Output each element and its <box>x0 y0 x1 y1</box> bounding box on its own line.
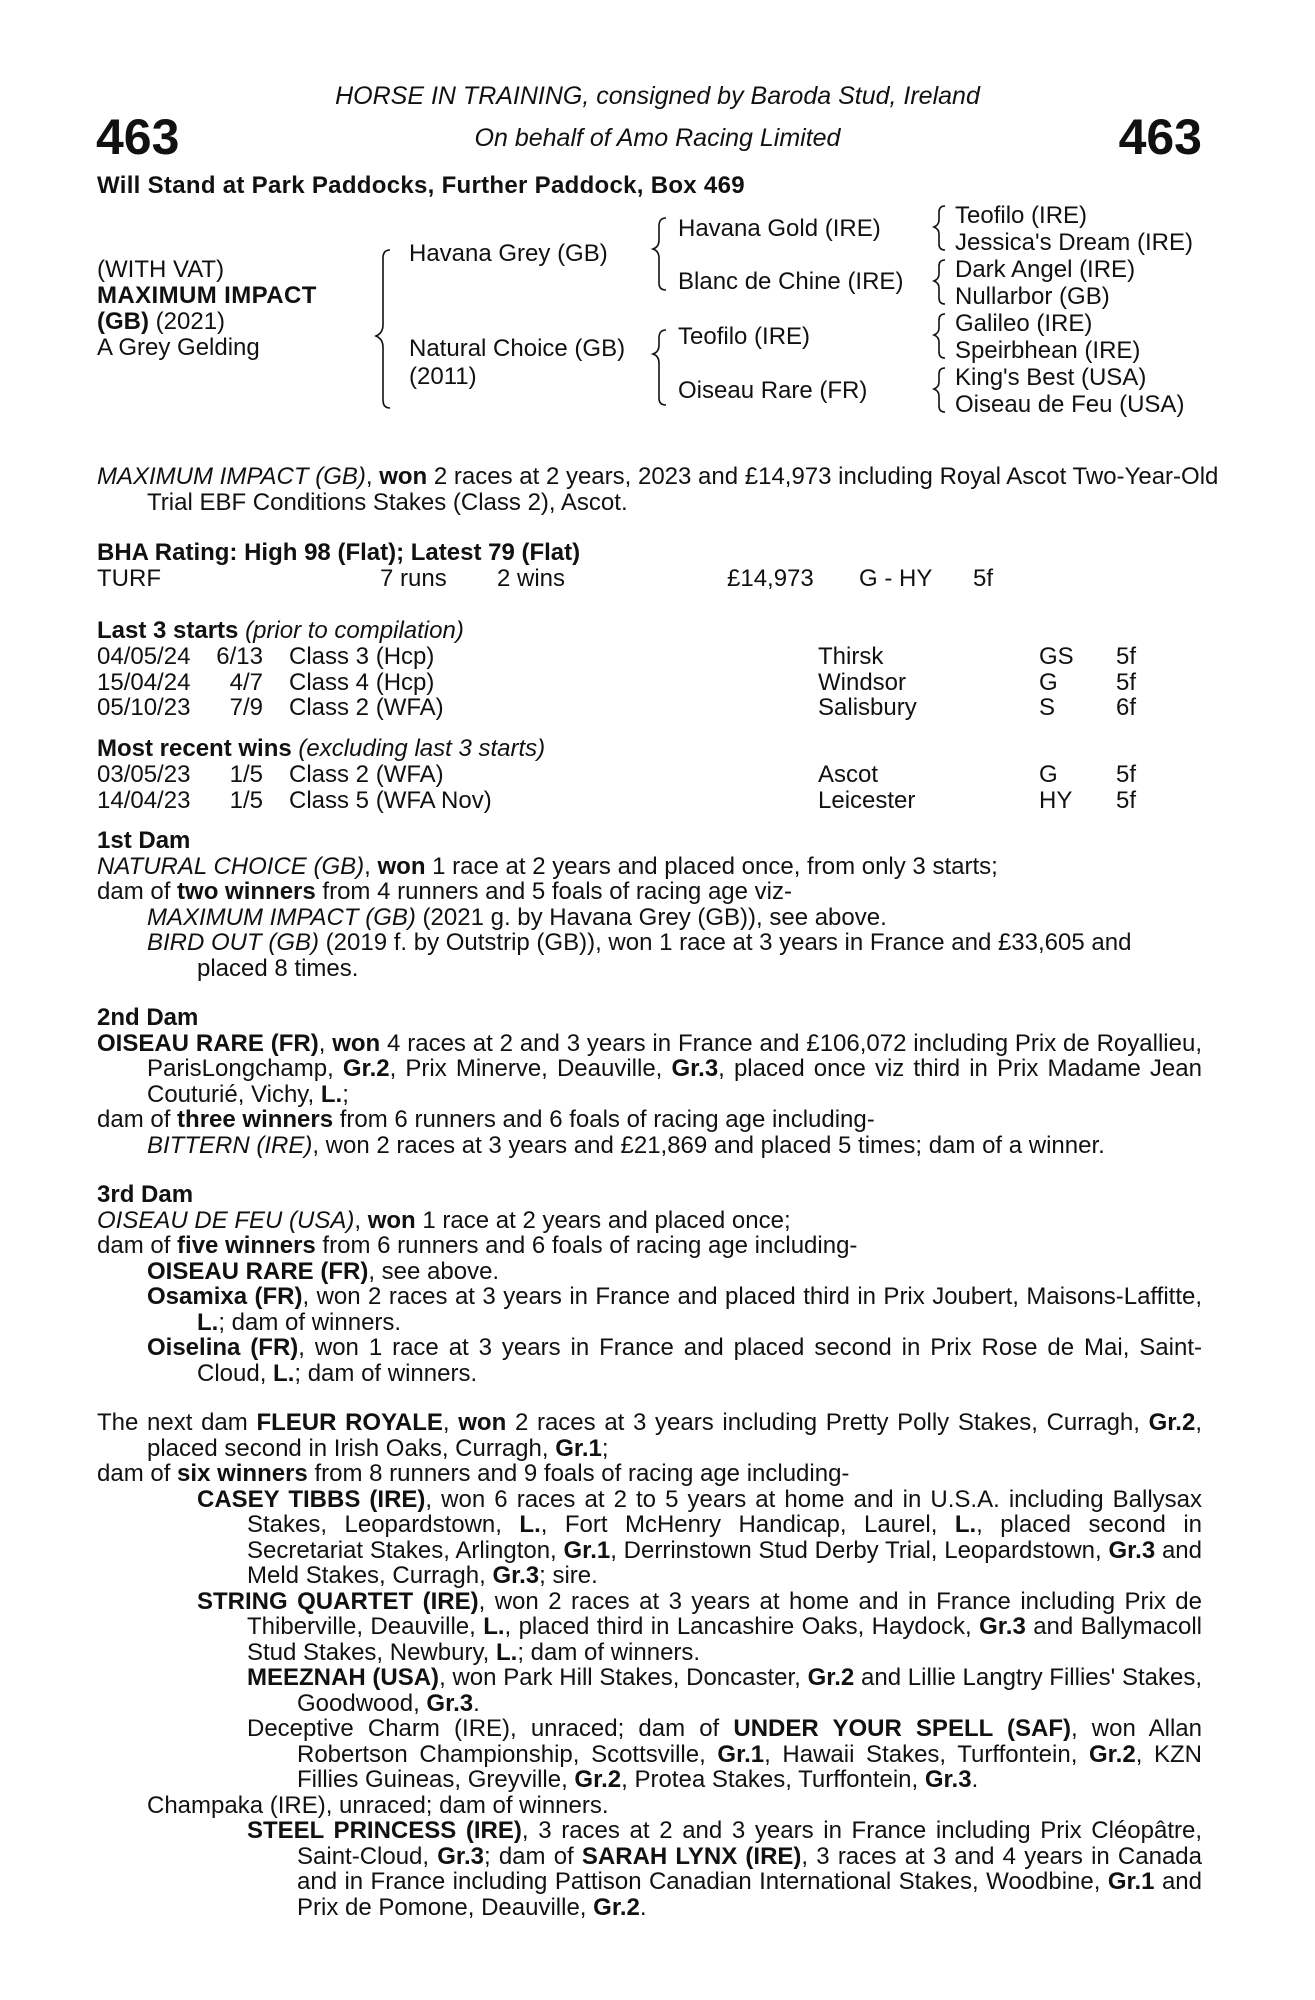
dam1-produce: dam of two winners from 4 runners and 5 foals of racing age viz- <box>97 878 792 905</box>
pedigree-g5: Galileo (IRE) <box>955 310 1093 337</box>
pedigree-dam-year: (2011) <box>409 363 477 390</box>
dam1-section <box>97 828 1202 981</box>
dam3-progeny-1: OISEAU RARE (FR), see above. <box>147 1257 500 1285</box>
cell-cls: Class 5 (WFA Nov) <box>289 786 492 814</box>
vat-note: (WITH VAT) <box>97 256 225 283</box>
next-dam-record: The next dam FLEUR ROYALE, won 2 races at 3 years including Pretty Polly Stakes, Curragh, Gr.2, placed second in Irish Oaks, Curragh, Gr.1; <box>97 1409 1202 1462</box>
pedigree-g6: Speirbhean (IRE) <box>955 337 1141 364</box>
cell-pos: 1/5 <box>229 786 263 814</box>
owner-line: On behalf of Amo Racing Limited <box>474 124 841 152</box>
cell-going: HY <box>1039 786 1073 814</box>
cell-pos: 6/13 <box>216 643 263 670</box>
cell-dist: 5f <box>1116 786 1137 814</box>
last3-row <box>0 669 1315 695</box>
dam3-section <box>97 1182 1202 1386</box>
cell-cls: Class 3 (Hcp) <box>289 643 435 670</box>
pedigree-g3: Dark Angel (IRE) <box>955 256 1136 283</box>
pedigree-dam: Natural Choice (GB) <box>409 335 626 362</box>
dam2-produce: dam of three winners from 6 runners and 6 foals of racing age including- <box>97 1106 875 1133</box>
recent-win-row <box>0 787 1315 813</box>
cell-date: 04/05/24 <box>97 643 191 670</box>
pedigree-sire-dam: Blanc de Chine (IRE) <box>678 268 904 295</box>
bracket-dam-line <box>653 330 666 405</box>
progeny-meeznah: MEEZNAH (USA), won Park Hill Stakes, Doncaster, Gr.2 and Lillie Langtry Fillies' Stakes, Goodwood, Gr.3. <box>247 1664 1202 1717</box>
cell-going: G <box>1039 761 1058 788</box>
dam1-title: 1st Dam <box>97 827 191 854</box>
pedigree-sire: Havana Grey (GB) <box>409 240 608 267</box>
bha-rating: BHA Rating: High 98 (Flat); Latest 79 (Flat) <box>97 539 581 566</box>
dam1-record: NATURAL CHOICE (GB), won 1 race at 2 years and placed once, from only 3 starts; <box>97 852 998 880</box>
turf-distance: 5f <box>973 565 994 592</box>
pedigree-brackets <box>0 0 1315 430</box>
cell-going: S <box>1039 694 1056 721</box>
cell-course: Ascot <box>818 761 879 788</box>
dam3-produce: dam of five winners from 6 runners and 6 foals of racing age including- <box>97 1232 858 1259</box>
cell-course: Thirsk <box>818 643 884 670</box>
dam2-progeny-1: BITTERN (IRE), won 2 races at 3 years and £21,869 and placed 5 times; dam of a winner. <box>147 1131 1105 1159</box>
dam2-record: OISEAU RARE (FR), won 4 races at 2 and 3 years in France and £106,072 including Prix de Royallieu, ParisLongchamp, Gr.2, Prix Minerve, Deauville, Gr.3, placed once viz third in Prix Madame Jean Couturié, Vichy, L.; <box>97 1029 1202 1108</box>
last3-heading: Last 3 starts (prior to compilation) <box>97 617 464 644</box>
turf-surface: TURF <box>97 565 161 592</box>
next-dam-section <box>97 1410 1202 1920</box>
dam3-progeny-2: Osamixa (FR), won 2 races at 3 years in France and placed third in Prix Joubert, Maisons-Laffitte, L.; dam of winners. <box>147 1283 1202 1336</box>
last3-row <box>0 643 1315 669</box>
progeny-deceptive-charm: Deceptive Charm (IRE), unraced; dam of UNDER YOUR SPELL (SAF), won Allan Robertson Championship, Scottsville, Gr.1, Hawaii Stakes, Turffontein, Gr.2, KZN Fillies Guineas, Greyville, Gr.2, Protea Stakes, Turffontein, Gr.3. <box>247 1715 1203 1793</box>
pedigree-g4: Nullarbor (GB) <box>955 283 1110 310</box>
turf-going: G - HY <box>859 565 933 592</box>
last3-row <box>0 694 1315 720</box>
cell-dist: 5f <box>1116 668 1137 696</box>
cell-pos: 1/5 <box>229 761 263 788</box>
turf-record <box>0 565 1315 591</box>
cell-course: Leicester <box>818 786 916 814</box>
dam1-progeny-2: BIRD OUT (GB) (2019 f. by Outstrip (GB)), won 1 race at 3 years in France and £33,605 and placed 8 times. <box>147 929 1132 982</box>
bracket-sire-line <box>653 218 666 290</box>
pedigree-sire-sire: Havana Gold (IRE) <box>678 215 881 242</box>
bracket-g56 <box>934 314 945 358</box>
next-dam-produce: dam of six winners from 8 runners and 9 foals of racing age including- <box>97 1460 850 1487</box>
cell-dist: 5f <box>1116 761 1137 788</box>
progeny-casey-tibbs: CASEY TIBBS (IRE), won 6 races at 2 to 5 years at home and in U.S.A. including Ballysax Stakes, Leopardstown, L., Fort McHenry Handicap, Laurel, L., placed second in Secretariat Stakes, Arlington, Gr.1, Derrinstown Stud Derby Trial, Leopardstown, Gr.3 and Meld Stakes, Curragh, Gr.3; sire. <box>197 1485 1203 1589</box>
progeny-string-quartet: STRING QUARTET (IRE), won 2 races at 3 years at home and in France including Prix de Thiberville, Deauville, L., placed third in Lancashire Oaks, Haydock, Gr.3 and Ballymacoll Stud Stakes, Newbury, L.; dam of winners. <box>197 1587 1203 1666</box>
cell-cls: Class 2 (WFA) <box>289 694 444 721</box>
pedigree-g2: Jessica's Dream (IRE) <box>955 229 1193 256</box>
cell-pos: 7/9 <box>229 694 263 721</box>
turf-prize: £14,973 <box>727 565 814 592</box>
progeny-steel-princess: STEEL PRINCESS (IRE), 3 races at 2 and 3 years in France including Prix Cléopâtre, Saint-Cloud, Gr.3; dam of SARAH LYNX (IRE), 3 races at 3 and 4 years in Canada and in France including Pattison Canadian International Stakes, Woodbine, Gr.1 and Prix de Pomone, Deauville, Gr.2. <box>247 1817 1203 1921</box>
dam3-progeny-3: Oiselina (FR), won 1 race at 3 years in France and placed second in Prix Rose de Mai, Saint-Cloud, L.; dam of winners. <box>147 1334 1202 1387</box>
turf-runs: 7 runs <box>380 565 447 592</box>
cell-date: 14/04/23 <box>97 786 191 814</box>
dam2-section <box>97 1005 1202 1158</box>
horse-origin-year: (GB) (2021) <box>97 308 226 335</box>
pedigree-dam-sire: Teofilo (IRE) <box>678 323 811 350</box>
recent-wins-heading: Most recent wins (excluding last 3 starts) <box>97 735 546 762</box>
horse-description: A Grey Gelding <box>97 334 260 361</box>
recent-win-row <box>0 761 1315 787</box>
stand-location: Will Stand at Park Paddocks, Further Paddock, Box 469 <box>97 172 745 199</box>
cell-date: 03/05/23 <box>97 761 191 788</box>
cell-date: 05/10/23 <box>97 694 191 721</box>
cell-course: Windsor <box>818 668 907 696</box>
bracket-g34 <box>934 260 945 304</box>
pedigree-g1: Teofilo (IRE) <box>955 202 1088 229</box>
cell-going: G <box>1039 668 1058 696</box>
pedigree-dam-dam: Oiseau Rare (FR) <box>678 377 868 404</box>
pedigree-g7: King's Best (USA) <box>955 364 1147 391</box>
turf-wins: 2 wins <box>497 565 566 592</box>
dam1-progeny-1: MAXIMUM IMPACT (GB) (2021 g. by Havana Grey (GB)), see above. <box>147 903 887 931</box>
lot-number-left: 463 <box>96 109 180 165</box>
cell-dist: 6f <box>1116 694 1137 721</box>
cell-pos: 4/7 <box>229 668 263 696</box>
dam3-record: OISEAU DE FEU (USA), won 1 race at 2 years and placed once; <box>97 1206 791 1234</box>
bracket-g12 <box>934 206 945 250</box>
dam3-title: 3rd Dam <box>97 1181 194 1208</box>
bracket-g78 <box>934 368 945 412</box>
cell-cls: Class 4 (Hcp) <box>289 668 435 696</box>
cell-going: GS <box>1039 643 1074 670</box>
bracket-generation-1 <box>376 250 390 408</box>
consignment-line: HORSE IN TRAINING, consigned by Baroda Stud, Ireland <box>335 82 980 110</box>
cell-dist: 5f <box>1116 643 1137 670</box>
progeny-champaka: Champaka (IRE), unraced; dam of winners. <box>147 1791 609 1819</box>
cell-course: Salisbury <box>818 694 917 721</box>
race-summary: MAXIMUM IMPACT (GB), won 2 races at 2 years, 2023 and £14,973 including Royal Ascot Two-Year-Old Trial EBF Conditions Stakes (Class 2), Ascot. <box>97 463 1219 516</box>
pedigree-g8: Oiseau de Feu (USA) <box>955 391 1185 418</box>
cell-cls: Class 2 (WFA) <box>289 761 444 788</box>
dam2-title: 2nd Dam <box>97 1004 199 1031</box>
cell-date: 15/04/24 <box>97 668 191 696</box>
lot-number-right: 463 <box>1118 109 1202 165</box>
horse-name: MAXIMUM IMPACT <box>97 282 317 309</box>
